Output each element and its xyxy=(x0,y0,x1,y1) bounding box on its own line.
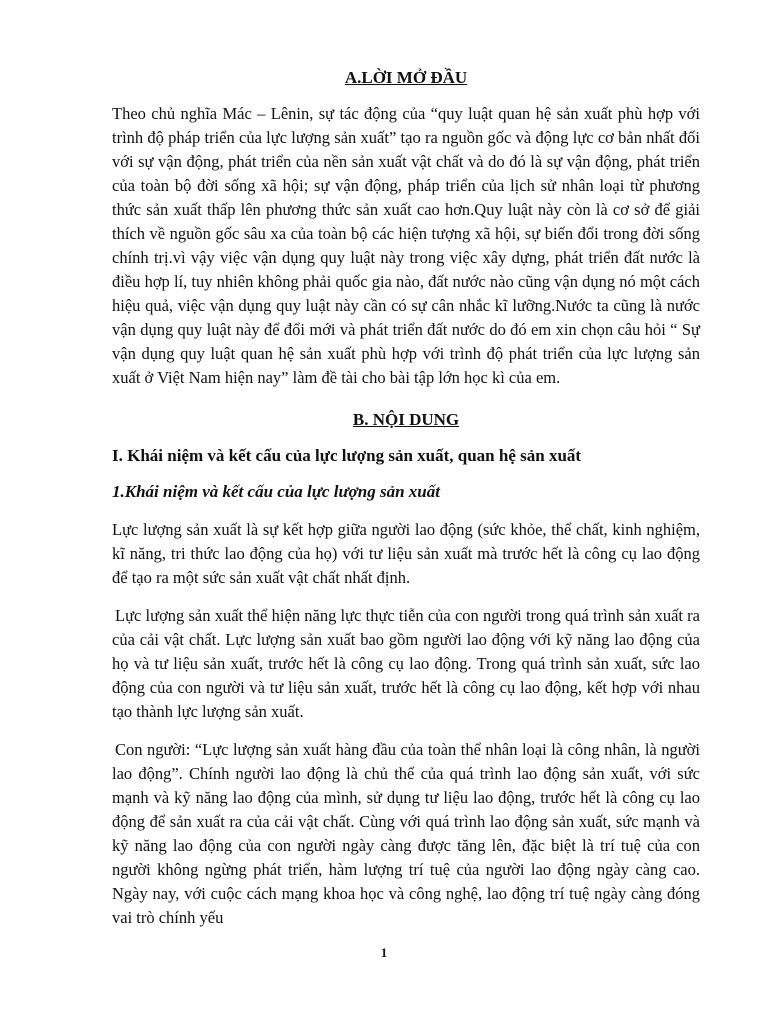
paragraph-capability: Lực lượng sản xuất thể hiện năng lực thực tiễn của con người trong quá trình sản xuất ra của cải vật chất. Lực lượng sản xuất bao gồm người lao động với kỹ năng lao động của họ và tư liệu sản xuất, trước hết là công cụ lao động. Trong quá trình sản xuất, sức lao động của con người và tư liệu sản xuất, trước hết là công cụ lao động, kết hợp với nhau tạo thành lực lượng sản xuất. xyxy=(112,606,700,721)
heading-introduction: A.LỜI MỞ ĐẦU xyxy=(344,68,468,87)
document-body xyxy=(112,66,700,944)
paragraph-definition: Lực lượng sản xuất là sự kết hợp giữa người lao động (sức khỏe, thể chất, kinh nghiệm, kĩ năng, tri thức lao động của họ) với tư liệu sản xuất mà trước hết là công cụ lao động để tạo ra một sức sản xuất vật chất nhất định. xyxy=(112,520,700,587)
paragraph-human: Con người: “Lực lượng sản xuất hàng đầu của toàn thể nhân loại là công nhân, là người lao động”. Chính người lao động là chủ thể của quá trình lao động sản xuất, với sức mạnh và kỹ năng lao động của mình, sử dụng tư liệu lao động, trước hết là công cụ lao động để sản xuất ra của cải vật chất. Cùng với quá trình lao động sản xuất, sức mạnh và kỹ năng lao động của con người ngày càng được tăng lên, đặc biệt là trí tuệ của con người không ngừng phát triển, hàm lượng trí tuệ của người lao động ngày càng cao. Ngày nay, với cuộc cách mạng khoa học và công nghệ, lao động trí tuệ ngày càng đóng vai trò chính yếu xyxy=(112,740,700,927)
page-number: 1 xyxy=(380,945,388,960)
intro-paragraph: Theo chủ nghĩa Mác – Lênin, sự tác động của “quy luật quan hệ sản xuất phù hợp với trình độ pháp triển của lực lượng sản xuất” tạo ra nguồn gốc và động lực cơ bản nhất đối với sự vận động, phát triển của nền sản xuất vật chất và do đó là sự vận động, phát triển của toàn bộ đời sống xã hội; sự vận động, pháp triển của lịch sử nhân loại từ phương thức sản xuất thấp lên phương thức sản xuất cao hơn.Quy luật này còn là cơ sở để giải thích về nguồn gốc sâu xa của toàn bộ các hiện tượng xã hội, sự biến đổi trong đời sống chính trị.vì vậy việc vận dụng quy luật này trong việc xây dựng, phát triển đất nước là điều hợp lí, tuy nhiên không phải quốc gia nào, đất nước nào cũng vận dụng nó một cách hiệu quả, việc vận dụng quy luật này cần có sự cân nhắc kĩ lưỡng.Nước ta cũng là nước vận dụng quy luật này để đổi mới và phát triển đất nước do đó em xin chọn câu hỏi “ Sự vận dụng quy luật quan hệ sản xuất phù hợp với trình độ phát triển của lực lượng sản xuất ở Việt Nam hiện nay” làm đề tài cho bài tập lớn học kì của em. xyxy=(112,104,700,387)
heading-content: B. NỘI DUNG xyxy=(352,410,460,429)
subsection-heading-1: 1.Khái niệm và kết cấu của lực lượng sản xuất xyxy=(112,482,440,501)
section-heading-1: I. Khái niệm và kết cấu của lực lượng sản xuất, quan hệ sản xuất xyxy=(112,446,582,465)
